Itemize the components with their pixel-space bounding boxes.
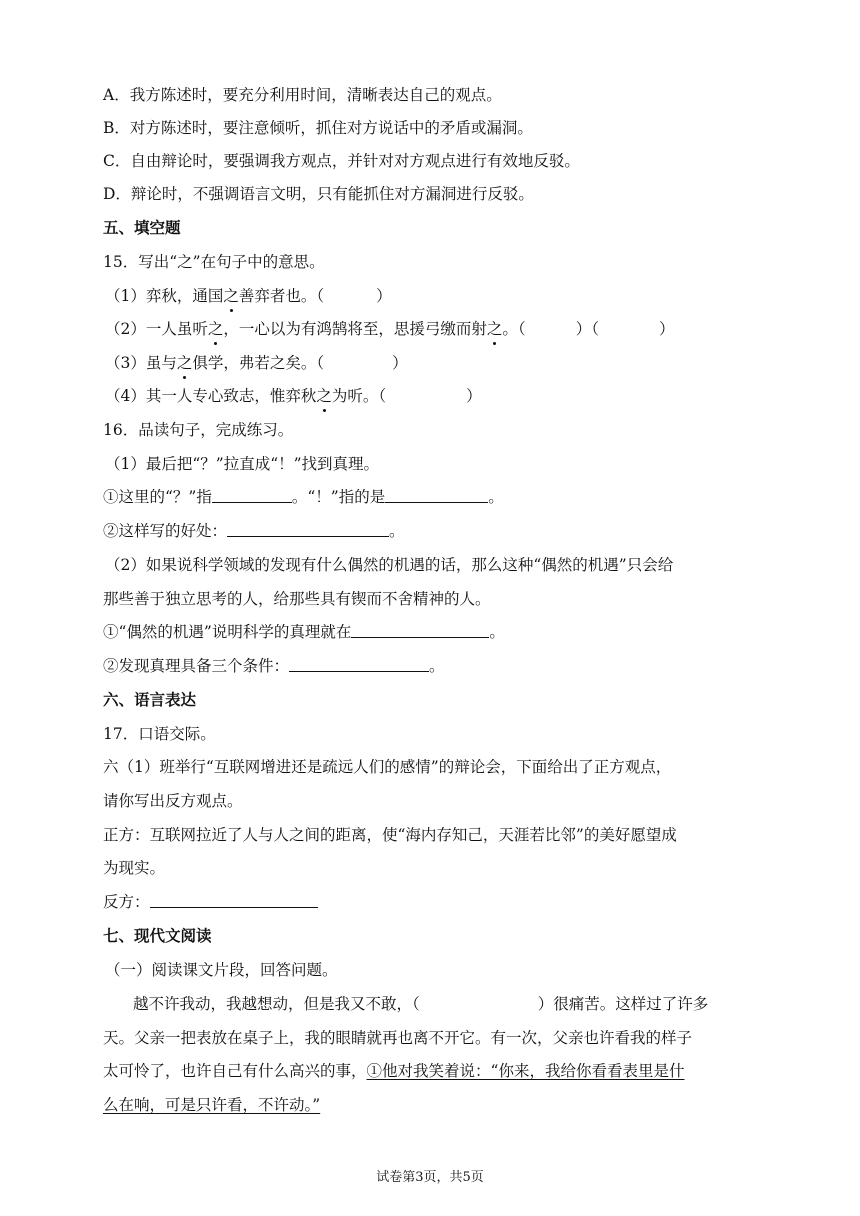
question-15-item-2: （2）一人虽听之，一心以为有鸿鹄将至，思援弓缴而射之。（ ）（ ）: [105, 320, 675, 338]
question-17-pro-view-cont: 为现实。: [103, 859, 166, 877]
option-c: C．自由辩论时，要强调我方观点，并针对对方观点进行有效地反驳。: [103, 152, 580, 170]
question-16-part-2-line-1: （2）如果说科学领域的发现有什么偶然的机遇的话，那么这种“偶然的机遇”只会给: [105, 556, 674, 574]
option-b: B．对方陈述时，要注意倾听，抓住对方说话中的矛盾或漏洞。: [103, 119, 533, 137]
option-a: A．我方陈述时，要充分利用时间，清晰表达自己的观点。: [103, 86, 502, 104]
question-17-stem: 17．口语交际。: [103, 725, 216, 743]
section-title-modern-reading: 七、现代文阅读: [103, 927, 212, 945]
answer-blank[interactable]: [150, 891, 318, 908]
underlined-sentence-cont: 么在响，可是只许看，不许动。”: [103, 1096, 321, 1114]
question-15-item-1: （1）弈秋，通国之善弈者也。（ ）: [105, 287, 392, 305]
answer-blank[interactable]: [385, 486, 488, 503]
question-17-line-2: 请你写出反方观点。: [103, 792, 243, 810]
reading-passage-line-4: [103, 1094, 320, 1116]
reading-part-1-title: （一）阅读课文片段，回答问题。: [105, 961, 338, 979]
reading-passage-line-1: 越不许我动，我越想动，但是我又不敢，（ ）很痛苦。这样过了许多: [133, 995, 709, 1013]
question-16-1-b: ②这样写的好处： 。: [103, 522, 405, 540]
reading-passage-line-3: 太可怜了，也许自己有什么高兴的事，①他对我笑着说：“你来，我给你看看表里是什: [103, 1062, 685, 1080]
question-17-con-view: 反方：: [103, 891, 318, 913]
question-15-stem: 15．写出“之”在句子中的意思。: [103, 253, 325, 271]
emphasis-dot-char: 之: [176, 354, 193, 372]
question-16-part-2-line-2: 那些善于独立思考的人，给那些具有锲而不舍精神的人。: [103, 590, 491, 608]
question-17-line-1: 六（1）班举行“互联网增进还是疏远人们的感情”的辩论会，下面给出了正方观点，: [103, 758, 672, 776]
underlined-sentence: ①他对我笑着说：“你来，我给你看看表里是什: [366, 1062, 685, 1080]
question-16-2-a: ①“偶然的机遇”说明科学的真理就在 。: [103, 623, 505, 641]
section-title-language-expression: 六、语言表达: [103, 691, 197, 709]
emphasis-dot-char: 之: [207, 320, 224, 338]
question-17-pro-view: 正方：互联网拉近了人与人之间的距离，使“海内存知己，天涯若比邻”的美好愿望成: [103, 826, 677, 844]
answer-blank[interactable]: [227, 520, 389, 537]
question-15-item-3: （3）虽与之俱学，弗若之矣。（ ）: [105, 354, 408, 372]
emphasis-dot-char: 之: [223, 287, 239, 305]
reading-passage-line-2: 天。父亲一把表放在桌子上，我的眼睛就再也离不开它。有一次，父亲也许看我的样子: [103, 1029, 693, 1047]
answer-blank[interactable]: [289, 655, 429, 672]
section-title-fill-blank: 五、填空题: [103, 219, 181, 237]
question-16-part-1: （1）最后把“？”拉直成“！”找到真理。: [105, 455, 380, 473]
emphasis-dot-char: 之: [486, 320, 503, 338]
question-16-2-b: ②发现真理具备三个条件： 。: [103, 657, 445, 675]
emphasis-dot-char: 之: [316, 387, 332, 405]
question-15-item-4: （4）其一人专心致志，惟弈秋之为听。（ ）: [105, 387, 482, 405]
answer-blank[interactable]: [212, 486, 292, 503]
question-16-1-a: ①这里的“？”指 。“！”指的是 。: [103, 488, 504, 506]
page-footer: 试卷第3页，共5页: [376, 1170, 484, 1185]
option-d: D．辩论时，不强调语言文明，只有能抓住对方漏洞进行反驳。: [103, 185, 534, 203]
answer-blank[interactable]: [351, 621, 489, 638]
question-16-stem: 16．品读句子，完成练习。: [103, 421, 294, 439]
